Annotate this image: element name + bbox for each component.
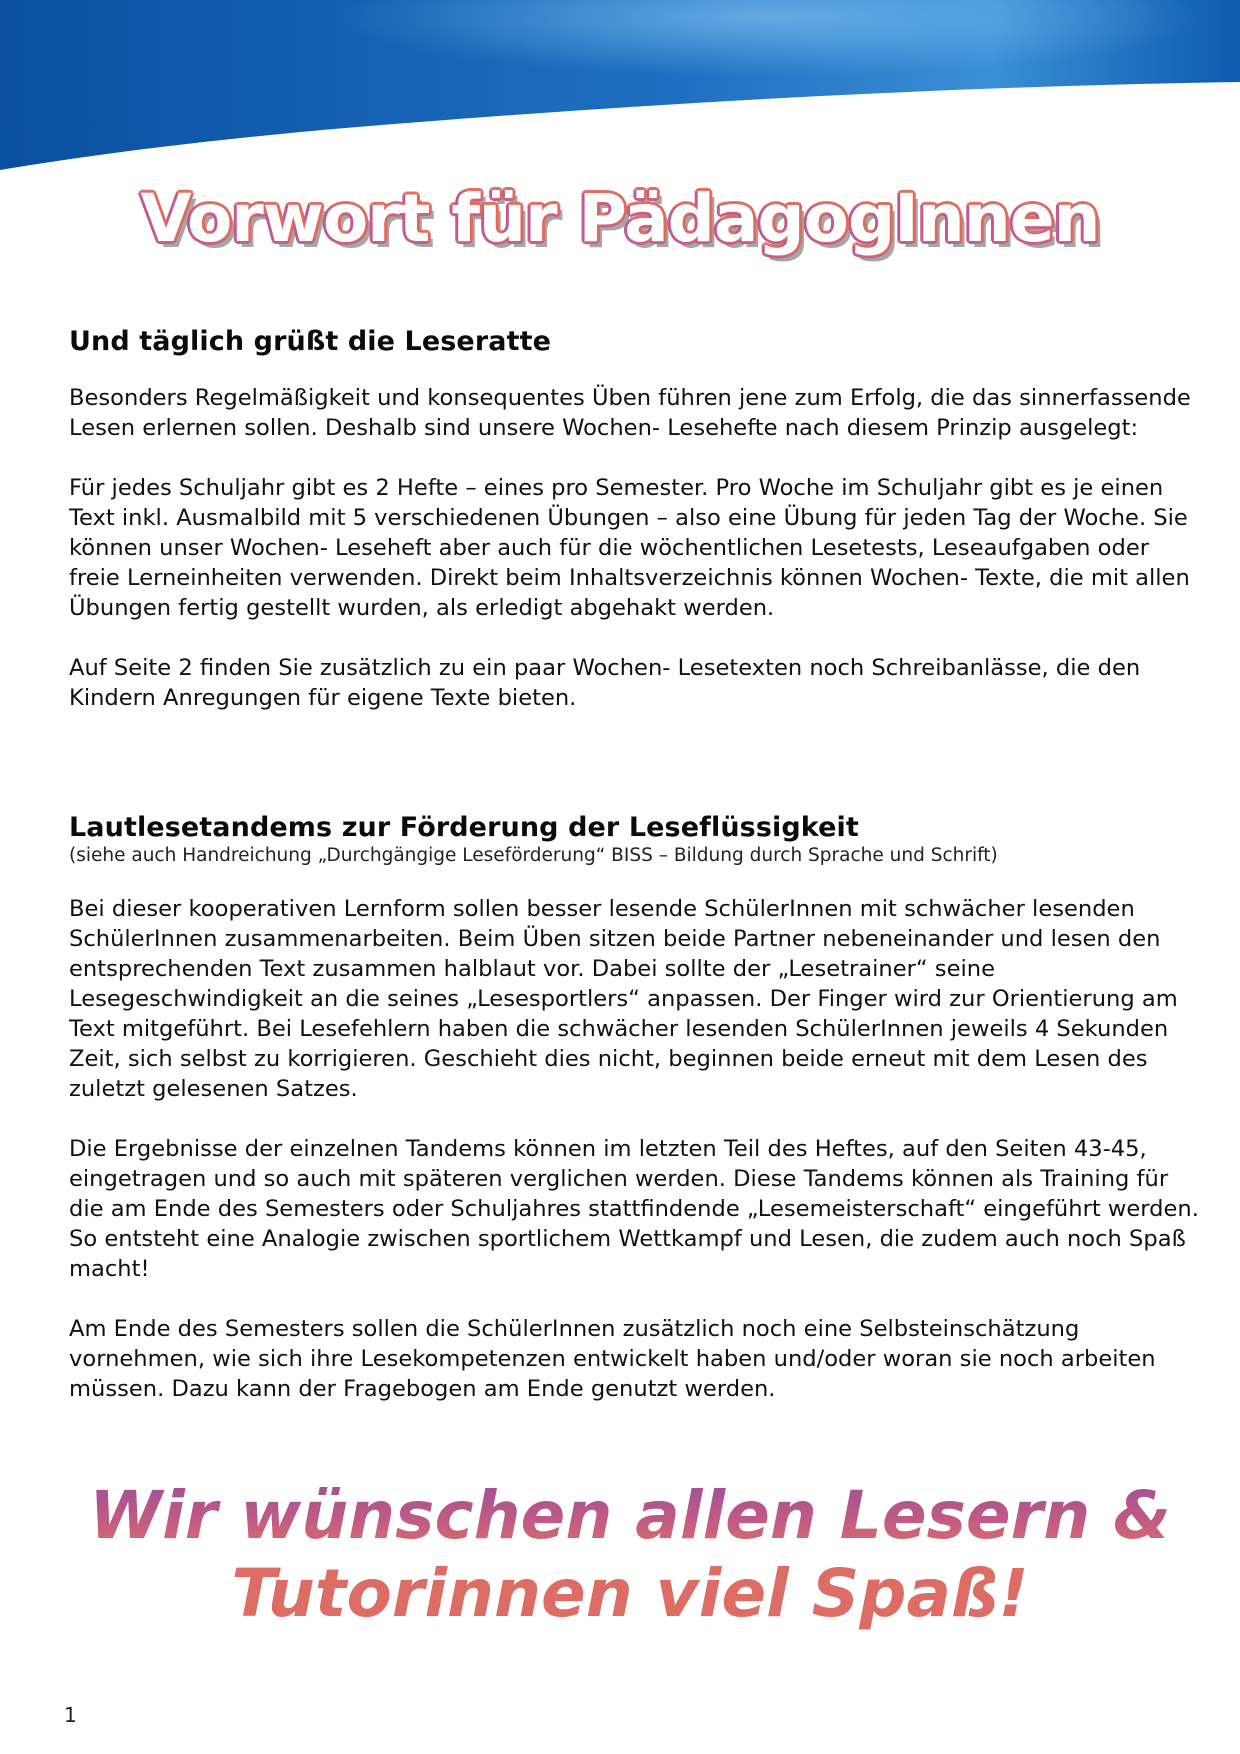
closing-line-2: Tutorinnen viel Spaß! <box>231 1555 1029 1632</box>
header-wave-banner <box>0 0 1240 180</box>
paragraph: Auf Seite 2 finden Sie zusätzlich zu ein paar Wochen- Lesetexten noch Schreibanlässe, die den Kindern Anregungen für eigene Texte bieten. <box>69 655 1141 711</box>
paragraph: Für jedes Schuljahr gibt es 2 Hefte – eines pro Semester. Pro Woche im Schuljahr gibt es je einen Text inkl. Ausmalbild mit 5 verschiedenen Übungen – also eine Übung für jeden Tag der Woche. Sie können unser Wochen- Leseheft aber auch für die wöchentlichen Lesetests, Leseaufgaben oder freie Lerneinheiten verwenden. Direkt beim Inhaltsverzeichnis können Wochen- Texte, die mit allen Übungen fertig gestellt wurden, als erledigt abgehakt werden. <box>69 475 1190 621</box>
paragraph: Besonders Regelmäßigkeit und konsequentes Üben führen jene zum Erfolg, die das sinnerfassende Lesen erlernen sollen. Deshalb sind unsere Wochen- Lesehefte nach diesem Prinzip ausgelegt: <box>69 385 1191 441</box>
section-daily-reading <box>69 326 1199 743</box>
section-subnote: (siehe auch Handreichung „Durchgängige Leseförderung“ BISS – Bildung durch Sprache und Schrift) <box>69 845 998 866</box>
section-reading-tandems <box>69 812 1199 1434</box>
section-heading: Und täglich grüßt die Leseratte <box>69 326 552 357</box>
paragraph: Die Ergebnisse der einzelnen Tandems können im letzten Teil des Heftes, auf den Seiten 43-45, eingetragen und so auch mit späteren verglichen werden. Diese Tandems können als Training für die am Ende des Semesters oder Schuljahres stattfindende „Lesemeisterschaft“ eingeführt werden. So entsteht eine Analogie zwischen sportlichem Wettkampf und Lesen, die zudem auch noch Spaß macht! <box>69 1136 1199 1282</box>
page-number: 1 <box>64 1703 77 1727</box>
closing-line-1: Wir wünschen allen Lesern & <box>89 1477 1171 1554</box>
page-title: Vorwort für PädagogInnen <box>140 180 1100 257</box>
paragraph: Bei dieser kooperativen Lernform sollen besser lesende SchülerInnen mit schwächer lesenden SchülerInnen zusammenarbeiten. Beim Üben sitzen beide Partner nebeneinander und lesen den entsprechenden Text zusammen halblaut vor. Dabei sollte der „Lesetrainer“ seine Lesegeschwindigkeit an die seines „Lesesportlers“ anpassen. Der Finger wird zur Orientierung am Text mitgeführt. Bei Lesefehlern haben die schwächer lesenden SchülerInnen jeweils 4 Sekunden Zeit, sich selbst zu korrigieren. Geschieht dies nicht, beginnen beide erneut mit dem Lesen des zuletzt gelesenen Satzes. <box>69 896 1178 1102</box>
closing-message <box>0 1468 1240 1648</box>
paragraph: Am Ende des Semesters sollen die SchülerInnen zusätzlich noch eine Selbsteinschätzung vornehmen, wie sich ihre Lesekompetenzen entwickelt haben und/oder woran sie noch arbeiten müssen. Dazu kann der Fragebogen am Ende genutzt werden. <box>69 1316 1156 1402</box>
section-heading: Lautlesetandems zur Förderung der Leseflüssigkeit <box>69 812 859 843</box>
